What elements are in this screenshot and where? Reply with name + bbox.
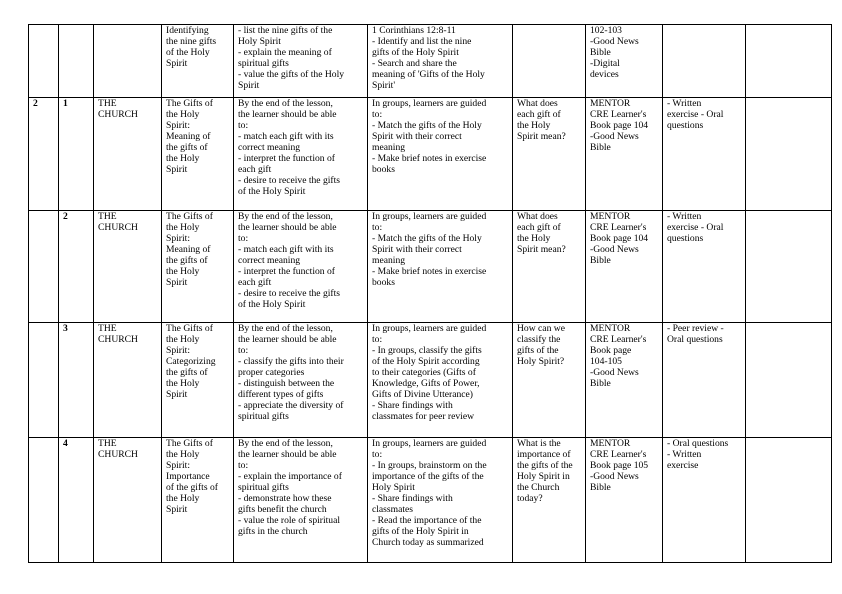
learning-experiences-cell bbox=[368, 323, 513, 438]
resources-line: CRE Learner's bbox=[590, 334, 647, 345]
learning-outcomes-cell bbox=[234, 98, 368, 211]
outcomes-line: the learner should be able bbox=[238, 222, 337, 233]
sub-strand-line: The Gifts of bbox=[166, 323, 213, 334]
assessment-line: - Written bbox=[667, 211, 702, 222]
sub-strand-line: the Holy bbox=[166, 334, 200, 345]
outcomes-line: - explain the meaning of bbox=[238, 47, 332, 58]
outcomes-line: By the end of the lesson, bbox=[238, 211, 333, 222]
assessment-line: exercise - Oral bbox=[667, 222, 724, 233]
assessment-line: exercise bbox=[667, 460, 699, 471]
experiences-line: Holy Spirit bbox=[372, 482, 415, 493]
assessment-line: - Written bbox=[667, 449, 702, 460]
outcomes-line: - classify the gifts into their bbox=[238, 356, 344, 367]
resources-line: -Good News bbox=[590, 36, 639, 47]
resources-line: MENTOR bbox=[590, 438, 631, 449]
experiences-line: - Read the importance of the bbox=[372, 515, 482, 526]
inquiry-line: What is the bbox=[517, 438, 561, 449]
remarks-cell bbox=[746, 323, 832, 438]
lesson-cell: 4 bbox=[59, 438, 94, 563]
inquiry-line: Holy Spirit in bbox=[517, 471, 570, 482]
outcomes-line: the learner should be able bbox=[238, 449, 337, 460]
outcomes-line: Spirit bbox=[238, 80, 260, 91]
outcomes-line: proper categories bbox=[238, 367, 305, 378]
experiences-line: Spirit with their correct bbox=[372, 244, 462, 255]
experiences-line: - Identify and list the nine bbox=[372, 36, 472, 47]
experiences-line: to their categories (Gifts of bbox=[372, 367, 476, 378]
resources-line: Book page 105 bbox=[590, 460, 649, 471]
remarks-cell bbox=[746, 438, 832, 563]
assessment-line: - Peer review - bbox=[667, 323, 724, 334]
experiences-line: books bbox=[372, 164, 395, 175]
sub-strand-line: The Gifts of bbox=[166, 98, 213, 109]
sub-strand-line: the Holy bbox=[166, 378, 200, 389]
lesson-row bbox=[29, 323, 832, 438]
resources-line: Bible bbox=[590, 482, 611, 493]
experiences-line: In groups, learners are guided bbox=[372, 323, 487, 334]
inquiry-line: How can we bbox=[517, 323, 565, 334]
scheme-of-work-table bbox=[28, 24, 832, 563]
lesson-row bbox=[29, 211, 832, 323]
experiences-line: classmates for peer review bbox=[372, 411, 475, 422]
outcomes-line: - match each gift with its bbox=[238, 244, 334, 255]
outcomes-line: Holy Spirit bbox=[238, 36, 281, 47]
outcomes-line: - interpret the function of bbox=[238, 266, 335, 277]
experiences-line: of the Holy Spirit according bbox=[372, 356, 480, 367]
sub-strand-line: Spirit: bbox=[166, 233, 190, 244]
sub-strand-line: the nine gifts bbox=[166, 36, 217, 47]
resources-line: Bible bbox=[590, 378, 611, 389]
learning-experiences-cell bbox=[368, 25, 513, 98]
sub-strand-line: the Holy bbox=[166, 266, 200, 277]
sub-strand-line: the Holy bbox=[166, 222, 200, 233]
strand-line: THE bbox=[98, 438, 117, 449]
resources-line: Book page 104 bbox=[590, 233, 649, 244]
resources-line: 104-105 bbox=[590, 356, 622, 367]
remarks-cell bbox=[746, 25, 832, 98]
outcomes-line: By the end of the lesson, bbox=[238, 98, 333, 109]
strand-line: THE bbox=[98, 98, 117, 109]
week-cell: 2 bbox=[29, 98, 59, 211]
resources-line: Book page 104 bbox=[590, 120, 649, 131]
outcomes-line: gifts benefit the church bbox=[238, 504, 327, 515]
outcomes-line: - interpret the function of bbox=[238, 153, 335, 164]
sub-strand-line: the Holy bbox=[166, 449, 200, 460]
experiences-line: Spirit with their correct bbox=[372, 131, 462, 142]
experiences-line: Spirit' bbox=[372, 80, 396, 91]
strand-line: CHURCH bbox=[98, 109, 138, 120]
experiences-line: to: bbox=[372, 109, 383, 120]
experiences-line: to: bbox=[372, 222, 383, 233]
inquiry-line: Holy Spirit? bbox=[517, 356, 565, 367]
inquiry-line: classify the bbox=[517, 334, 561, 345]
outcomes-line: to: bbox=[238, 233, 249, 244]
assessment-line: Oral questions bbox=[667, 334, 723, 345]
learning-resources-cell bbox=[586, 438, 663, 563]
learning-experiences-cell bbox=[368, 98, 513, 211]
sub-strand-line: Meaning of bbox=[166, 244, 211, 255]
outcomes-line: spiritual gifts bbox=[238, 482, 289, 493]
lesson-row bbox=[29, 98, 832, 211]
strand-line: CHURCH bbox=[98, 334, 138, 345]
outcomes-line: By the end of the lesson, bbox=[238, 438, 333, 449]
sub-strand-cell bbox=[162, 438, 234, 563]
learning-resources-cell bbox=[586, 323, 663, 438]
inquiry-line: Spirit mean? bbox=[517, 131, 566, 142]
strand-line: THE bbox=[98, 211, 117, 222]
inquiry-line: gifts of the bbox=[517, 345, 559, 356]
resources-line: MENTOR bbox=[590, 211, 631, 222]
strand-line: CHURCH bbox=[98, 222, 138, 233]
resources-line: CRE Learner's bbox=[590, 109, 647, 120]
lesson-cell bbox=[59, 25, 94, 98]
experiences-line: 1 Corinthians 12:8-11 bbox=[372, 25, 456, 36]
lesson-row bbox=[29, 25, 832, 98]
experiences-line: Church today as summarized bbox=[372, 537, 484, 548]
experiences-line: - Share findings with bbox=[372, 493, 453, 504]
week-cell bbox=[29, 211, 59, 323]
outcomes-line: to: bbox=[238, 120, 249, 131]
outcomes-line: to: bbox=[238, 345, 249, 356]
sub-strand-line: The Gifts of bbox=[166, 438, 213, 449]
lesson-row bbox=[29, 438, 832, 563]
inquiry-line: Spirit mean? bbox=[517, 244, 566, 255]
lesson-cell: 3 bbox=[59, 323, 94, 438]
experiences-line: meaning bbox=[372, 255, 406, 266]
key-inquiry-question-cell bbox=[513, 211, 586, 323]
resources-line: CRE Learner's bbox=[590, 449, 647, 460]
sub-strand-line: the gifts of bbox=[166, 255, 208, 266]
key-inquiry-question-cell bbox=[513, 438, 586, 563]
sub-strand-cell bbox=[162, 98, 234, 211]
learning-resources-cell bbox=[586, 98, 663, 211]
learning-outcomes-cell bbox=[234, 211, 368, 323]
inquiry-line: the gifts of the bbox=[517, 460, 573, 471]
outcomes-line: each gift bbox=[238, 277, 272, 288]
strand-cell bbox=[94, 323, 162, 438]
experiences-line: Knowledge, Gifts of Power, bbox=[372, 378, 480, 389]
inquiry-line: What does bbox=[517, 211, 558, 222]
experiences-line: to: bbox=[372, 449, 383, 460]
outcomes-line: gifts in the church bbox=[238, 526, 308, 537]
outcomes-line: of the Holy Spirit bbox=[238, 186, 306, 197]
resources-line: Book page bbox=[590, 345, 632, 356]
outcomes-line: each gift bbox=[238, 164, 272, 175]
experiences-line: books bbox=[372, 277, 395, 288]
outcomes-line: - appreciate the diversity of bbox=[238, 400, 344, 411]
inquiry-line: each gift of bbox=[517, 109, 561, 120]
assessment-cell bbox=[663, 438, 746, 563]
resources-line: -Digital bbox=[590, 58, 620, 69]
experiences-line: Gifts of Divine Utterance) bbox=[372, 389, 473, 400]
sub-strand-line: Categorizing bbox=[166, 356, 216, 367]
sub-strand-line: Spirit bbox=[166, 164, 188, 175]
week-cell bbox=[29, 25, 59, 98]
resources-line: CRE Learner's bbox=[590, 222, 647, 233]
assessment-cell bbox=[663, 25, 746, 98]
sub-strand-line: the gifts of bbox=[166, 367, 208, 378]
experiences-line: - Make brief notes in exercise bbox=[372, 266, 487, 277]
sub-strand-line: Identifying bbox=[166, 25, 209, 36]
outcomes-line: - desire to receive the gifts bbox=[238, 175, 341, 186]
strand-cell bbox=[94, 438, 162, 563]
sub-strand-line: Spirit bbox=[166, 277, 188, 288]
experiences-line: - In groups, brainstorm on the bbox=[372, 460, 487, 471]
assessment-line: exercise - Oral bbox=[667, 109, 724, 120]
inquiry-line: the Church bbox=[517, 482, 560, 493]
learning-outcomes-cell bbox=[234, 438, 368, 563]
resources-line: -Good News bbox=[590, 244, 639, 255]
sub-strand-line: Spirit bbox=[166, 389, 188, 400]
sub-strand-line: Spirit: bbox=[166, 345, 190, 356]
sub-strand-line: Spirit bbox=[166, 58, 188, 69]
resources-line: -Good News bbox=[590, 131, 639, 142]
outcomes-line: - value the gifts of the Holy bbox=[238, 69, 345, 80]
strand-cell bbox=[94, 211, 162, 323]
outcomes-line: - value the role of spiritual bbox=[238, 515, 341, 526]
lesson-cell: 1 bbox=[59, 98, 94, 211]
strand-line: THE bbox=[98, 323, 117, 334]
sub-strand-line: of the Holy bbox=[166, 47, 210, 58]
inquiry-line: the Holy bbox=[517, 233, 551, 244]
sub-strand-cell bbox=[162, 211, 234, 323]
sub-strand-line: Spirit bbox=[166, 504, 188, 515]
week-cell bbox=[29, 323, 59, 438]
learning-outcomes-cell bbox=[234, 25, 368, 98]
strand-line: CHURCH bbox=[98, 449, 138, 460]
experiences-line: meaning of 'Gifts of the Holy bbox=[372, 69, 485, 80]
key-inquiry-question-cell bbox=[513, 323, 586, 438]
learning-experiences-cell bbox=[368, 438, 513, 563]
learning-experiences-cell bbox=[368, 211, 513, 323]
outcomes-line: to: bbox=[238, 460, 249, 471]
sub-strand-line: of the gifts of bbox=[166, 482, 218, 493]
sub-strand-line: the gifts of bbox=[166, 142, 208, 153]
experiences-line: - Search and share the bbox=[372, 58, 457, 69]
sub-strand-line: Importance bbox=[166, 471, 210, 482]
sub-strand-line: Spirit: bbox=[166, 460, 190, 471]
inquiry-line: each gift of bbox=[517, 222, 561, 233]
experiences-line: gifts of the Holy Spirit in bbox=[372, 526, 469, 537]
resources-line: MENTOR bbox=[590, 323, 631, 334]
experiences-line: In groups, learners are guided bbox=[372, 98, 487, 109]
sub-strand-line: Spirit: bbox=[166, 120, 190, 131]
strand-cell bbox=[94, 98, 162, 211]
resources-line: -Good News bbox=[590, 471, 639, 482]
outcomes-line: spiritual gifts bbox=[238, 58, 289, 69]
outcomes-line: - distinguish between the bbox=[238, 378, 335, 389]
outcomes-line: different types of gifts bbox=[238, 389, 324, 400]
week-cell bbox=[29, 438, 59, 563]
learning-resources-cell bbox=[586, 25, 663, 98]
assessment-line: questions bbox=[667, 233, 704, 244]
inquiry-line: What does bbox=[517, 98, 558, 109]
key-inquiry-question-cell bbox=[513, 98, 586, 211]
sub-strand-line: The Gifts of bbox=[166, 211, 213, 222]
outcomes-line: - desire to receive the gifts bbox=[238, 288, 341, 299]
sub-strand-cell bbox=[162, 323, 234, 438]
resources-line: -Good News bbox=[590, 367, 639, 378]
strand-cell bbox=[94, 25, 162, 98]
resources-line: devices bbox=[590, 69, 619, 80]
outcomes-line: correct meaning bbox=[238, 142, 301, 153]
experiences-line: - Make brief notes in exercise bbox=[372, 153, 487, 164]
key-inquiry-question-cell bbox=[513, 25, 586, 98]
experiences-line: meaning bbox=[372, 142, 406, 153]
remarks-cell bbox=[746, 211, 832, 323]
experiences-line: - In groups, classify the gifts bbox=[372, 345, 482, 356]
sub-strand-line: Meaning of bbox=[166, 131, 211, 142]
assessment-cell bbox=[663, 211, 746, 323]
assessment-line: questions bbox=[667, 120, 704, 131]
sub-strand-line: the Holy bbox=[166, 109, 200, 120]
outcomes-line: By the end of the lesson, bbox=[238, 323, 333, 334]
lesson-cell: 2 bbox=[59, 211, 94, 323]
assessment-line: - Oral questions bbox=[667, 438, 729, 449]
inquiry-line: today? bbox=[517, 493, 543, 504]
outcomes-line: - match each gift with its bbox=[238, 131, 334, 142]
learning-resources-cell bbox=[586, 211, 663, 323]
outcomes-line: - list the nine gifts of the bbox=[238, 25, 333, 36]
sub-strand-line: the Holy bbox=[166, 153, 200, 164]
experiences-line: - Match the gifts of the Holy bbox=[372, 120, 482, 131]
learning-outcomes-cell bbox=[234, 323, 368, 438]
resources-line: MENTOR bbox=[590, 98, 631, 109]
sub-strand-line: the Holy bbox=[166, 493, 200, 504]
experiences-line: - Match the gifts of the Holy bbox=[372, 233, 482, 244]
resources-line: Bible bbox=[590, 142, 611, 153]
assessment-line: - Written bbox=[667, 98, 702, 109]
resources-line: 102-103 bbox=[590, 25, 622, 36]
remarks-cell bbox=[746, 98, 832, 211]
outcomes-line: correct meaning bbox=[238, 255, 301, 266]
assessment-cell bbox=[663, 323, 746, 438]
experiences-line: importance of the gifts of the bbox=[372, 471, 484, 482]
outcomes-line: of the Holy Spirit bbox=[238, 299, 306, 310]
outcomes-line: - demonstrate how these bbox=[238, 493, 332, 504]
experiences-line: - Share findings with bbox=[372, 400, 453, 411]
sub-strand-cell bbox=[162, 25, 234, 98]
outcomes-line: the learner should be able bbox=[238, 109, 337, 120]
experiences-line: to: bbox=[372, 334, 383, 345]
resources-line: Bible bbox=[590, 255, 611, 266]
outcomes-line: spiritual gifts bbox=[238, 411, 289, 422]
inquiry-line: the Holy bbox=[517, 120, 551, 131]
experiences-line: classmates bbox=[372, 504, 414, 515]
experiences-line: gifts of the Holy Spirit bbox=[372, 47, 459, 58]
outcomes-line: - explain the importance of bbox=[238, 471, 342, 482]
inquiry-line: importance of bbox=[517, 449, 571, 460]
experiences-line: In groups, learners are guided bbox=[372, 211, 487, 222]
experiences-line: In groups, learners are guided bbox=[372, 438, 487, 449]
resources-line: Bible bbox=[590, 47, 611, 58]
outcomes-line: the learner should be able bbox=[238, 334, 337, 345]
assessment-cell bbox=[663, 98, 746, 211]
